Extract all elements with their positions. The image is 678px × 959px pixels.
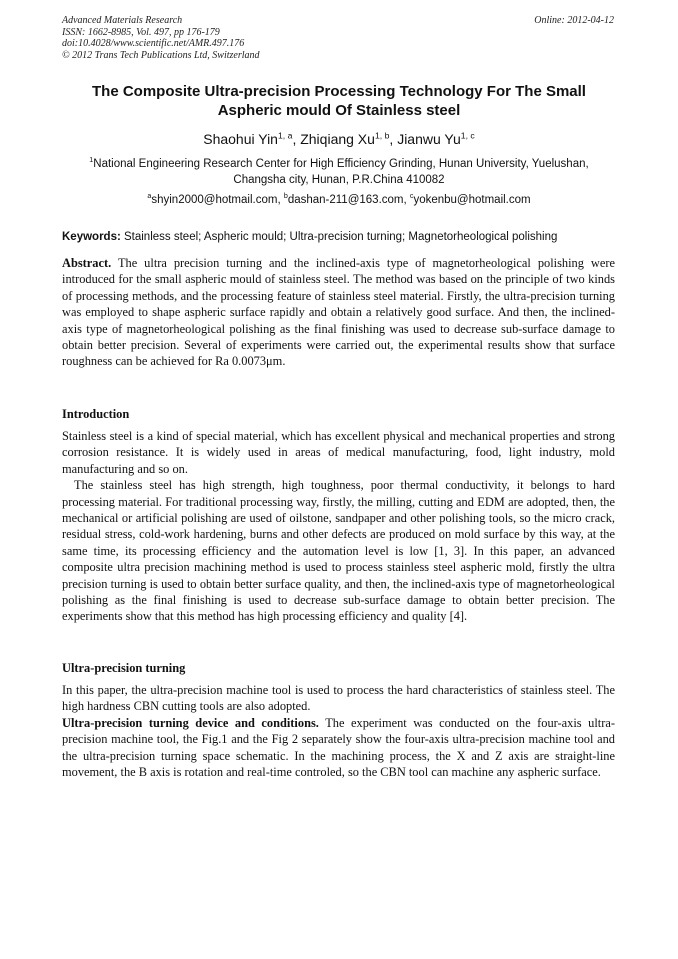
abstract	[62, 255, 615, 370]
paper-title: The Composite Ultra-precision Processing Technology For The Small Aspheric mould Of Stainless steel	[92, 83, 586, 119]
online-date: Online: 2012-04-12	[534, 15, 614, 26]
author-name: Shaohui Yin	[203, 131, 278, 147]
affiliation-marker: 1	[89, 156, 94, 165]
affiliation-line-1: National Engineering Research Center for High Efficiency Grinding, Hunan University, Yuelushan,	[93, 158, 589, 170]
introduction-paragraph-1: Stainless steel is a kind of special material, which has excellent physical and mechanical properties and strong corrosion resistance. It is widely used in areas of medical manufacturing, food, light industry, mold manufacturing and so on.	[62, 429, 615, 476]
issn-line: ISSN: 1662-8985, Vol. 497, pp 176-179	[62, 26, 220, 38]
email-marker: b	[283, 192, 288, 201]
affiliation	[62, 156, 616, 188]
email-separator: ,	[403, 194, 410, 206]
author-separator: ,	[292, 131, 301, 147]
keywords-label: Keywords:	[62, 231, 121, 243]
introduction-heading: Introduction	[62, 407, 130, 421]
email-link[interactable]: shyin2000@hotmail.com	[151, 194, 278, 206]
author-marker: 1, a	[277, 130, 293, 141]
email-marker: c	[409, 192, 414, 201]
introduction-body	[62, 428, 615, 625]
keywords-text: Stainless steel; Aspheric mould; Ultra-precision turning; Magnetorheological polishing	[120, 231, 558, 243]
journal-name: Advanced Materials Research	[62, 15, 183, 26]
affiliation-line-2: Changsha city, Hunan, P.R.China 410082	[233, 174, 445, 186]
introduction-paragraph-2: The stainless steel has high strength, high toughness, poor thermal conductivity, it belongs to hard processing material. For traditional processing way, firstly, the milling, cutting and EDM are adopted, then, the mechanical or artificial polishing are used of oilstone, sandpaper and other polishing tools, so the micro crack, residual stress, cold-work hardening, burns and other defects are produced on mold surface by this way, at the same time, its processing efficiency and the automation level is low [1, 3]. In this paper, an advanced composite ultra precision machining method is used to process stainless steel aspheric mold, firstly the ultra precision turning is used to obtain better surface quality, and then, the inclined-axis type of magnetorheological polishing as the final finishing is used to decrease sub-surface damage to obtain better precision. The experiments show that this method has high processing efficiency and quality [4].	[62, 478, 615, 624]
abstract-text: The ultra precision turning and the inclined-axis type of magnetorheological polishing were introduced for the small aspheric mould of stainless steel. The method was based on the principle of two kinds of processing methods, and the processing feature of stainless steel material. Firstly, the ultra-precision turning was employed to shape aspheric surface rapidly and obtain a relatively good surface. And then, the inclined-axis type of magnetorheological polishing as the final finishing was used to decrease sub-surface damage to obtain better precision. Several of experiments were carried out, the experimental results show that surface roughness can be achieved for Ra 0.0073μm.	[62, 256, 615, 369]
email-link[interactable]: dashan-211@163.com	[287, 194, 404, 206]
email-marker: a	[147, 192, 152, 201]
author-marker: 1, b	[374, 130, 390, 141]
doi-line: doi:10.4028/www.scientific.net/AMR.497.176	[62, 38, 245, 49]
author-separator: ,	[389, 131, 398, 147]
author-list	[62, 130, 616, 148]
turning-subheading: Ultra-precision turning device and conditions.	[62, 715, 319, 730]
turning-heading: Ultra-precision turning	[62, 661, 186, 675]
author-marker: 1, c	[460, 130, 475, 141]
journal-header	[62, 15, 260, 61]
email-list	[62, 193, 616, 208]
copyright-line: © 2012 Trans Tech Publications Ltd, Switzerland	[62, 49, 260, 61]
author-name: Jianwu Yu	[397, 131, 461, 147]
email-link[interactable]: yokenbu@hotmail.com	[413, 194, 531, 206]
abstract-label: Abstract.	[62, 256, 112, 270]
author-name: Zhiqiang Xu	[300, 131, 375, 147]
keywords	[62, 230, 616, 245]
turning-paragraph-2	[62, 715, 615, 781]
email-separator: ,	[277, 194, 284, 206]
turning-body	[62, 682, 615, 780]
turning-paragraph-2-text: The experiment was conducted on the four-axis ultra-precision machine tool, the Fig.1 and the Fig 2 separately show the four-axis ultra-precision machine tool and the ultra-precision turning space schematic. In the machining process, the X and Z axis are straight-line movement, the B axis is rotation and real-time controled, so the CBN tool can machine any aspheric surface.	[62, 715, 615, 780]
turning-paragraph-1: In this paper, the ultra-precision machine tool is used to process the hard characteristics of stainless steel. The high hardness CBN cutting tools are also adopted.	[62, 683, 615, 714]
